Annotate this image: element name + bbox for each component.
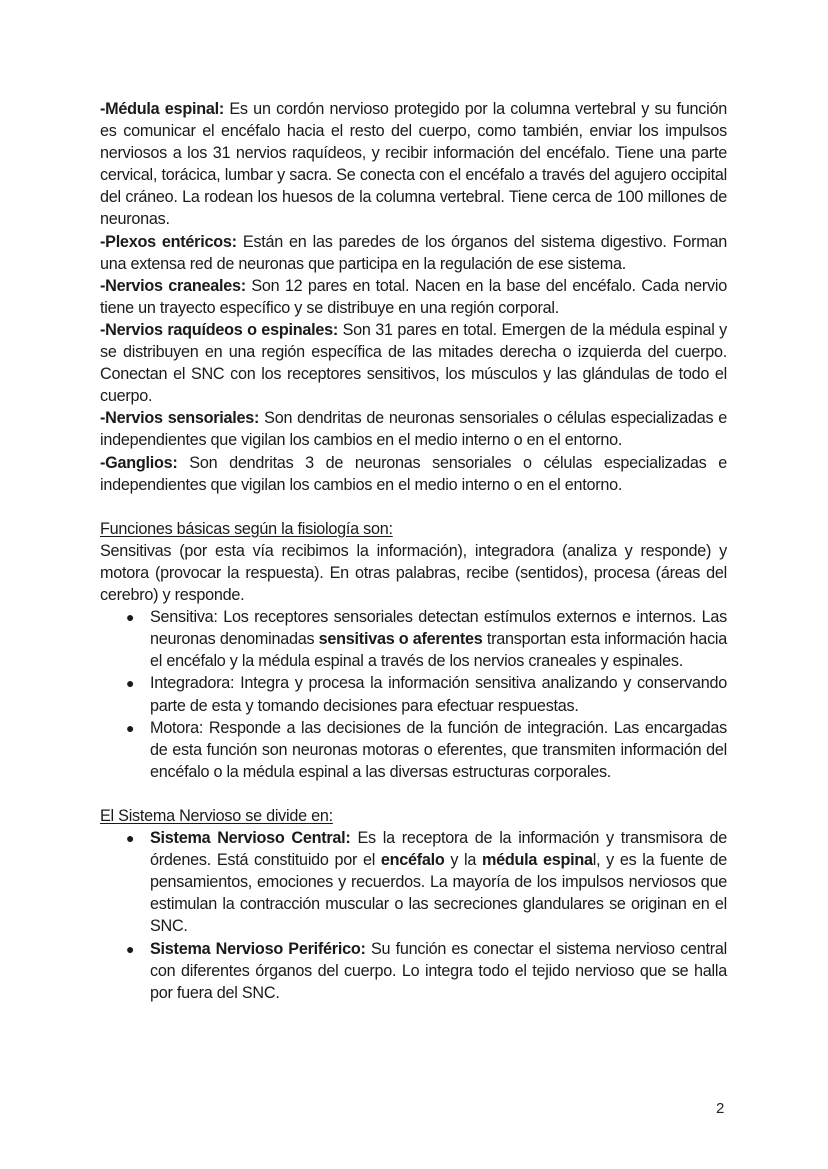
definition-term: -Ganglios: bbox=[100, 453, 178, 472]
definition-term: -Nervios raquídeos o espinales: bbox=[100, 320, 338, 339]
functions-item-sensitiva bbox=[100, 606, 727, 672]
functions-heading: Funciones básicas según la fisiología son: bbox=[100, 519, 393, 538]
item-text: transportan esta información hacia el encéfalo y la médula espinal a través de los nervios craneales y espinales. bbox=[150, 630, 728, 671]
bullet-icon: ● bbox=[126, 609, 135, 626]
definition-plexos-entericos bbox=[100, 231, 727, 275]
item-term: Sistema Nervioso Periférico: bbox=[150, 939, 366, 958]
definition-term: -Médula espinal: bbox=[100, 100, 224, 118]
item-text: Es la receptora de la información y transmisora de órdenes. Está constituido por el bbox=[150, 829, 727, 870]
bullet-icon: ● bbox=[126, 675, 135, 692]
definition-text: Están en las paredes de los órganos del sistema digestivo. Forman una extensa red de neuronas que participa en la regulación de ese sistema. bbox=[100, 232, 727, 273]
item-text: Integradora: Integra y procesa la información sensitiva analizando y conservando parte de esta y tomando decisiones para efectuar respuestas. bbox=[150, 674, 727, 715]
functions-item-integradora bbox=[100, 672, 727, 716]
functions-intro: Sensitivas (por esta vía recibimos la información), integradora (analiza y responde) y motora (provocar la respuesta). En otras palabras, recibe (sentidos), procesa (áreas del cerebro) y responde. bbox=[100, 541, 727, 605]
definition-nervios-raquideos bbox=[100, 319, 727, 407]
item-text: y la bbox=[444, 851, 482, 870]
definition-text: Son 31 pares en total. Emergen de la médula espinal y se distribuyen en una región específica de las mitades derecha o izquierda del cuerpo. Conectan el SNC con los receptores sensitivos, los músculos y las glándulas de todo el cuerpo. bbox=[100, 320, 727, 406]
definition-medula-espinal bbox=[100, 98, 727, 231]
functions-item-motora bbox=[100, 717, 727, 783]
definition-term: -Nervios craneales: bbox=[100, 276, 246, 295]
document-page bbox=[100, 98, 727, 1004]
item-bold-text: médula espina bbox=[481, 851, 593, 870]
bullet-icon: ● bbox=[126, 719, 135, 736]
item-term: Sistema Nervioso Central: bbox=[150, 829, 351, 848]
spacer bbox=[100, 783, 727, 805]
item-text: Su función es conectar el sistema nervioso central con diferentes órganos del cuerpo. Lo integra todo el tejido nervioso que se halla por fuera del SNC. bbox=[150, 939, 727, 1002]
definition-nervios-sensoriales bbox=[100, 407, 727, 451]
definition-ganglios bbox=[100, 452, 727, 496]
item-bold-text: sensitivas o aferentes bbox=[318, 630, 483, 649]
definition-text: Son dendritas 3 de neuronas sensoriales o células especializadas e independientes que vigilan los cambios en el medio interno o en el entorno. bbox=[100, 453, 727, 494]
definition-nervios-craneales bbox=[100, 275, 727, 319]
divisions-list bbox=[100, 827, 727, 1004]
definition-text: Son 12 pares en total. Nacen en la base del encéfalo. Cada nervio tiene un trayecto específico y se distribuye en una región corporal. bbox=[100, 276, 727, 317]
divisions-item-snc bbox=[100, 827, 727, 937]
bullet-icon: ● bbox=[126, 940, 135, 957]
functions-list bbox=[100, 606, 727, 783]
item-text: Sensitiva: Los receptores sensoriales detectan estímulos externos e internos. Las neuronas denominadas bbox=[150, 608, 727, 649]
item-bold-text: encéfalo bbox=[380, 851, 445, 870]
bullet-icon: ● bbox=[126, 830, 135, 847]
item-text: Motora: Responde a las decisiones de la función de integración. Las encargadas de esta función son neuronas motoras o eferentes, que transmiten información del encéfalo o la médula espinal a las diversas estructuras corporales. bbox=[150, 718, 727, 781]
divisions-heading: El Sistema Nervioso se divide en: bbox=[100, 807, 333, 825]
divisions-item-snp bbox=[100, 938, 727, 1004]
definition-term: -Nervios sensoriales: bbox=[100, 409, 260, 428]
definition-text: Son dendritas de neuronas sensoriales o células especializadas e independientes que vigilan los cambios en el medio interno o en el entorno. bbox=[100, 409, 728, 450]
page-number: 2 bbox=[716, 1100, 725, 1117]
definition-term: -Plexos entéricos: bbox=[100, 232, 237, 251]
spacer bbox=[100, 496, 727, 518]
item-text: l, y es la fuente de pensamientos, emociones y recuerdos. La mayoría de los impulsos nerviosos que estimulan la contracción muscular o las secreciones glandulares se originan en el SNC. bbox=[150, 851, 727, 936]
definition-text: Es un cordón nervioso protegido por la columna vertebral y su función es comunicar el encéfalo hacia el resto del cuerpo, como también, enviar los impulsos nerviosos a los 31 nervios raquídeos, y recibir información del encéfalo. Tiene una parte cervical, torácica, lumbar y sacra. Se conecta con el encéfalo a través del agujero occipital del cráneo. La rodean los huesos de la columna vertebral. Tiene cerca de 100 millones de neuronas. bbox=[100, 100, 727, 229]
